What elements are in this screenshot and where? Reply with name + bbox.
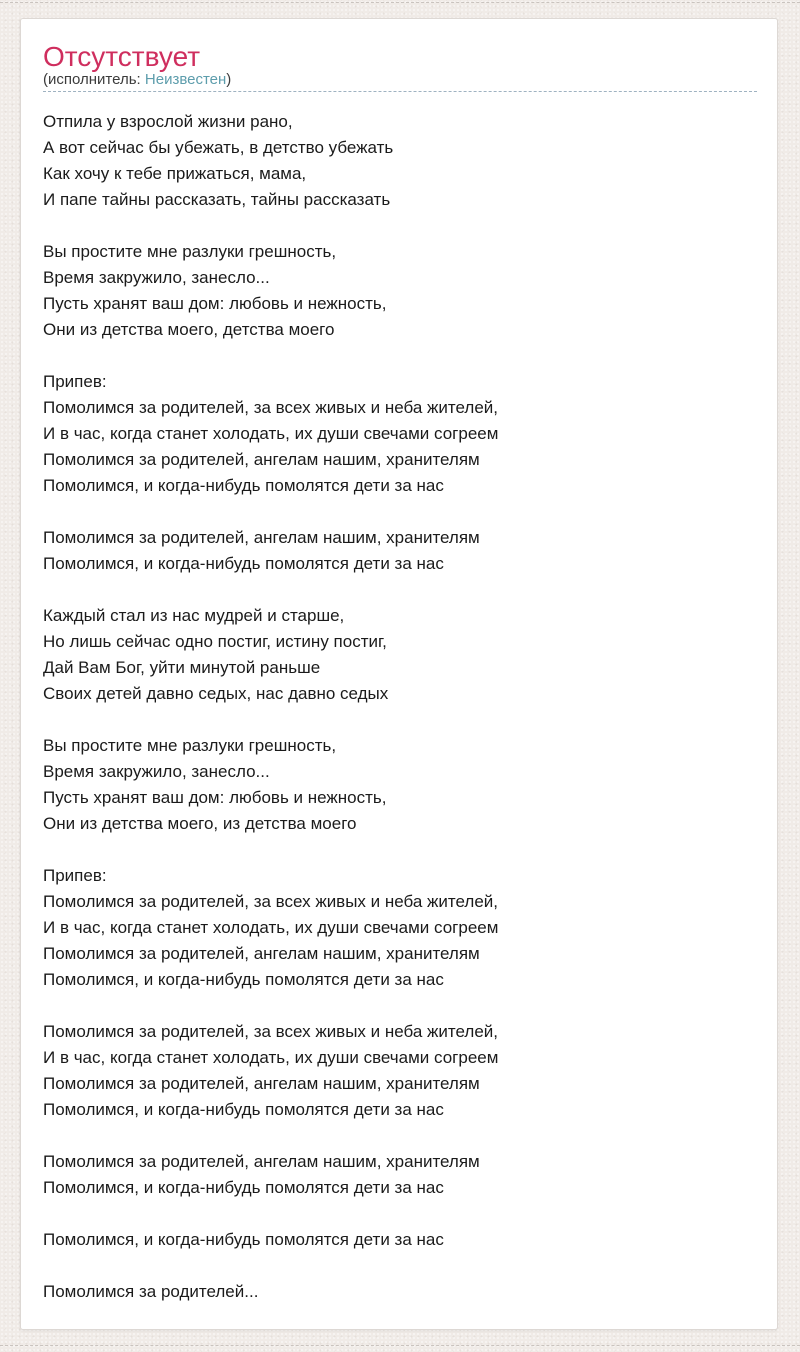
artist-label-close: ) bbox=[226, 71, 232, 88]
page-top-dashed-divider bbox=[0, 2, 800, 3]
lyrics-line: Вы простите мне разлуки грешность, bbox=[43, 242, 337, 261]
lyrics-stanza bbox=[43, 603, 757, 707]
lyrics-stanza bbox=[43, 1149, 757, 1201]
lyrics-card bbox=[20, 18, 778, 1330]
lyrics-line: Пусть хранят ваш дом: любовь и нежность, bbox=[43, 294, 387, 313]
lyrics-stanza bbox=[43, 1019, 757, 1123]
lyrics bbox=[43, 109, 757, 1305]
lyrics-stanza bbox=[43, 239, 757, 343]
lyrics-line: Помолимся за родителей, ангелам нашим, хранителям bbox=[43, 450, 480, 469]
lyrics-line: Помолимся за родителей, ангелам нашим, хранителям bbox=[43, 1152, 480, 1171]
lyrics-line: Отпила у взрослой жизни рано, bbox=[43, 112, 293, 131]
lyrics-line: Помолимся за родителей, ангелам нашим, хранителям bbox=[43, 944, 480, 963]
lyrics-line: Вы простите мне разлуки грешность, bbox=[43, 736, 337, 755]
lyrics-line: Помолимся за родителей, за всех живых и неба жителей, bbox=[43, 892, 498, 911]
lyrics-stanza bbox=[43, 733, 757, 837]
lyrics-line: Они из детства моего, из детства моего bbox=[43, 814, 357, 833]
lyrics-stanza bbox=[43, 525, 757, 577]
lyrics-stanza bbox=[43, 369, 757, 499]
artist-link[interactable]: Неизвестен bbox=[144, 71, 227, 88]
lyrics-line: Дай Вам Бог, уйти минутой раньше bbox=[43, 658, 321, 677]
lyrics-line: Помолимся, и когда-нибудь помолятся дети за нас bbox=[43, 970, 444, 989]
lyrics-stanza bbox=[43, 863, 757, 993]
lyrics-line: Время закружило, занесло... bbox=[43, 268, 270, 287]
artist-line bbox=[43, 71, 757, 89]
lyrics-line: Время закружило, занесло... bbox=[43, 762, 270, 781]
lyrics-line: Помолимся, и когда-нибудь помолятся дети за нас bbox=[43, 1230, 444, 1249]
lyrics-line: И в час, когда станет холодать, их души свечами согреем bbox=[43, 918, 499, 937]
lyrics-line: Припев: bbox=[43, 866, 107, 885]
lyrics-line: И в час, когда станет холодать, их души свечами согреем bbox=[43, 424, 499, 443]
lyrics-line: Пусть хранят ваш дом: любовь и нежность, bbox=[43, 788, 387, 807]
lyrics-line: Помолимся за родителей, за всех живых и неба жителей, bbox=[43, 398, 498, 417]
song-title: Отсутствует bbox=[43, 41, 201, 72]
lyrics-line: Помолимся, и когда-нибудь помолятся дети за нас bbox=[43, 1100, 444, 1119]
lyrics-line: Своих детей давно седых, нас давно седых bbox=[43, 684, 389, 703]
lyrics-line: Припев: bbox=[43, 372, 107, 391]
lyrics-line: Но лишь сейчас одно постиг, истину постиг, bbox=[43, 632, 387, 651]
lyrics-line: Помолимся, и когда-нибудь помолятся дети за нас bbox=[43, 476, 444, 495]
song-header bbox=[43, 43, 757, 92]
lyrics-line: Помолимся за родителей... bbox=[43, 1282, 259, 1301]
lyrics-line: Как хочу к тебе прижаться, мама, bbox=[43, 164, 307, 183]
lyrics-line: И в час, когда станет холодать, их души свечами согреем bbox=[43, 1048, 499, 1067]
lyrics-line: Помолимся за родителей, за всех живых и неба жителей, bbox=[43, 1022, 498, 1041]
artist-label: (исполнитель: bbox=[43, 71, 141, 88]
lyrics-stanza bbox=[43, 109, 757, 213]
lyrics-line: Помолимся, и когда-нибудь помолятся дети за нас bbox=[43, 1178, 444, 1197]
lyrics-line: И папе тайны рассказать, тайны рассказать bbox=[43, 190, 391, 209]
lyrics-line: Они из детства моего, детства моего bbox=[43, 320, 335, 339]
lyrics-line: Помолимся за родителей, ангелам нашим, хранителям bbox=[43, 528, 480, 547]
page-bottom-dashed-divider bbox=[0, 1345, 800, 1346]
lyrics-line: А вот сейчас бы убежать, в детство убежать bbox=[43, 138, 394, 157]
lyrics-line: Помолимся, и когда-нибудь помолятся дети за нас bbox=[43, 554, 444, 573]
lyrics-stanza bbox=[43, 1279, 757, 1305]
lyrics-line: Каждый стал из нас мудрей и старше, bbox=[43, 606, 345, 625]
lyrics-line: Помолимся за родителей, ангелам нашим, хранителям bbox=[43, 1074, 480, 1093]
lyrics-stanza bbox=[43, 1227, 757, 1253]
